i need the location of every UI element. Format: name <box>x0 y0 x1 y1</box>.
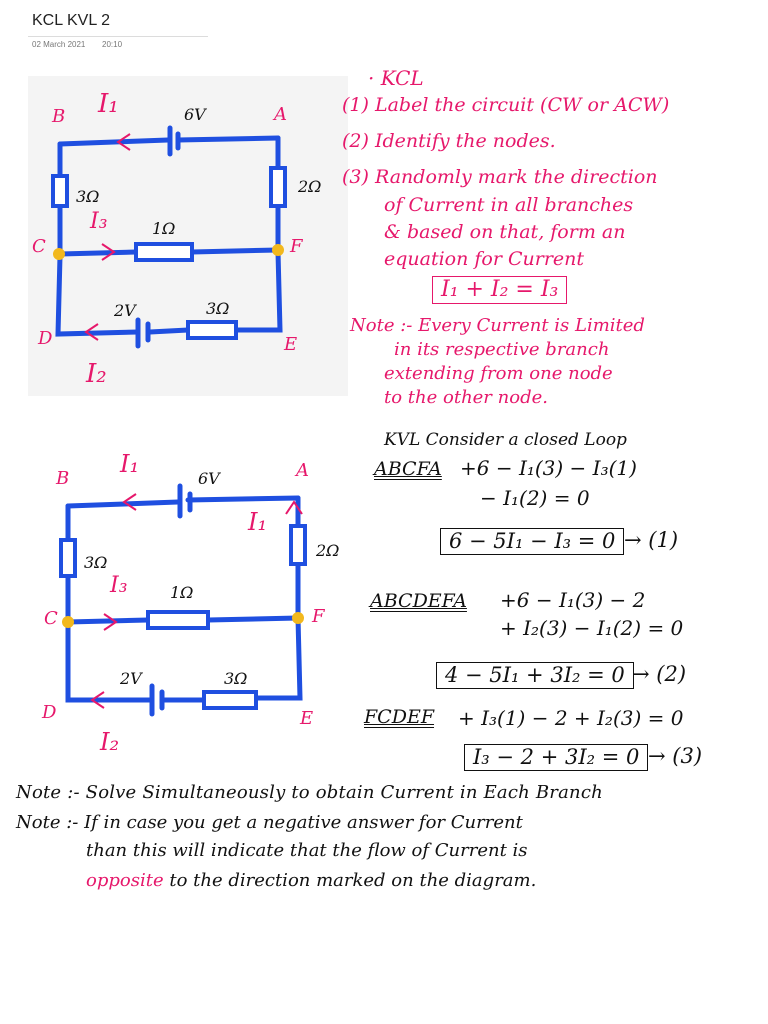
current-i1-label: I₁ <box>120 452 140 478</box>
node-e-label: E <box>284 334 298 355</box>
current-i3-label: I₃ <box>90 209 108 234</box>
resistor-right-label: 2Ω <box>298 177 322 196</box>
note-time: 20:10 <box>102 40 123 49</box>
step-3-line: of Current in all branches <box>384 194 634 216</box>
resistor-2-ohm-right <box>291 526 305 564</box>
note-line: to the other node. <box>384 387 548 408</box>
node-e-label: E <box>300 708 314 729</box>
equation-2-tag: → (2) <box>632 662 687 686</box>
resistor-right-label: 2Ω <box>316 541 340 560</box>
step-3-text: Randomly mark the direction <box>374 166 658 188</box>
title-divider <box>28 36 208 37</box>
loop-fcdef-label: FCDEF <box>364 706 435 728</box>
current-i3-label: I₃ <box>110 573 128 598</box>
kcl-step-2 <box>342 130 556 152</box>
circuit-diagram-1 <box>28 76 348 396</box>
resistor-bottom-label: 3Ω <box>224 669 248 688</box>
note-line: in its respective branch <box>394 339 610 360</box>
kcl-step-3 <box>342 166 658 188</box>
node-f-label: F <box>312 606 325 627</box>
step-3-line: & based on that, form an <box>384 221 626 243</box>
step-3-number: (3) <box>342 166 369 188</box>
wire-top-right <box>178 138 278 140</box>
opposite-word: opposite <box>86 870 164 891</box>
loop-abcfa-line-2: − I₁(2) = 0 <box>480 486 590 510</box>
resistor-left-label: 3Ω <box>76 187 100 206</box>
resistor-1-ohm-middle <box>136 244 192 260</box>
resistor-3-ohm-left <box>61 540 75 576</box>
current-i2-label: I₂ <box>100 728 120 756</box>
current-i1-label: I₁ <box>98 89 119 119</box>
note-solve: Note :- Solve Simultaneously to obtain Current in Each Branch <box>16 782 603 803</box>
note-date: 02 March 2021 <box>32 40 86 49</box>
kcl-note <box>350 314 645 410</box>
node-b-label: B <box>56 468 70 489</box>
battery-6v-label: 6V <box>198 469 220 488</box>
loop-fcdef-line-1: + I₃(1) − 2 + I₂(3) = 0 <box>458 706 684 730</box>
loop-abcdefa-label: ABCDEFA <box>370 590 467 612</box>
node-c-dot <box>62 616 74 628</box>
step-2-number: (2) <box>342 130 369 152</box>
battery-2v-label: 2V <box>120 669 142 688</box>
battery-2v-label: 2V <box>114 301 136 320</box>
node-c-label: C <box>32 236 46 257</box>
note-negative-line-2: than this will indicate that the flow of Current is <box>86 840 528 861</box>
step-1-number: (1) <box>342 94 369 116</box>
note-negative-line-3 <box>86 870 536 891</box>
page-title: KCL KVL 2 <box>32 12 110 29</box>
equation-1-tag: → (1) <box>624 528 679 552</box>
equation-1-box: 6 − 5I₁ − I₃ = 0 <box>440 528 624 555</box>
node-f-dot <box>292 612 304 624</box>
battery-6v-label: 6V <box>184 105 206 124</box>
node-b-label: B <box>52 106 66 127</box>
resistor-bottom-label: 3Ω <box>206 299 230 318</box>
loop-abcfa-line-1: +6 − I₁(3) − I₃(1) <box>460 456 637 480</box>
node-f-label: F <box>290 236 303 257</box>
node-c-label: C <box>44 608 58 629</box>
note-line: Note :- Every Current is Limited <box>350 315 645 336</box>
node-d-label: D <box>42 702 57 723</box>
resistor-left-label: 3Ω <box>84 553 108 572</box>
resistor-1-ohm-middle <box>148 612 208 628</box>
node-f-dot <box>272 244 284 256</box>
current-i2-label: I₂ <box>86 359 107 389</box>
equation-3-box: I₃ − 2 + 3I₂ = 0 <box>464 744 648 771</box>
loop-abcfa-label: ABCFA <box>374 458 442 480</box>
current-i1-right-label: I₁ <box>248 508 268 536</box>
resistor-2-ohm-right <box>271 168 285 206</box>
node-a-label: A <box>274 104 287 125</box>
note-negative-line-3-rest: to the direction marked on the diagram. <box>169 870 537 891</box>
node-a-label: A <box>296 460 309 481</box>
step-1-text: Label the circuit (CW or ACW) <box>374 94 670 116</box>
resistor-middle-label: 1Ω <box>152 219 176 238</box>
equation-2-box: 4 − 5I₁ + 3I₂ = 0 <box>436 662 634 689</box>
node-d-label: D <box>38 328 53 349</box>
resistor-3-ohm-bottom <box>204 692 256 708</box>
step-2-text: Identify the nodes. <box>374 130 556 152</box>
kcl-step-1 <box>342 94 669 116</box>
note-line: extending from one node <box>384 363 613 384</box>
kcl-step-3-continued <box>384 192 633 273</box>
loop-abcdefa-line-2: + I₂(3) − I₁(2) = 0 <box>500 616 684 640</box>
loop-abcdefa-line-1: +6 − I₁(3) − 2 <box>500 588 646 612</box>
equation-3-tag: → (3) <box>648 744 703 768</box>
kcl-equation-box: I₁ + I₂ = I₃ <box>432 276 567 304</box>
node-c-dot <box>53 248 65 260</box>
kvl-heading: KVL Consider a closed Loop <box>384 430 627 450</box>
circuit-diagram-2 <box>28 452 358 762</box>
step-3-line: equation for Current <box>384 248 585 270</box>
kcl-heading: · KCL <box>368 66 424 90</box>
resistor-3-ohm-bottom <box>188 322 236 338</box>
resistor-middle-label: 1Ω <box>170 583 194 602</box>
note-negative: Note :- If in case you get a negative answer for Current <box>16 812 523 833</box>
resistor-3-ohm-left <box>53 176 67 206</box>
